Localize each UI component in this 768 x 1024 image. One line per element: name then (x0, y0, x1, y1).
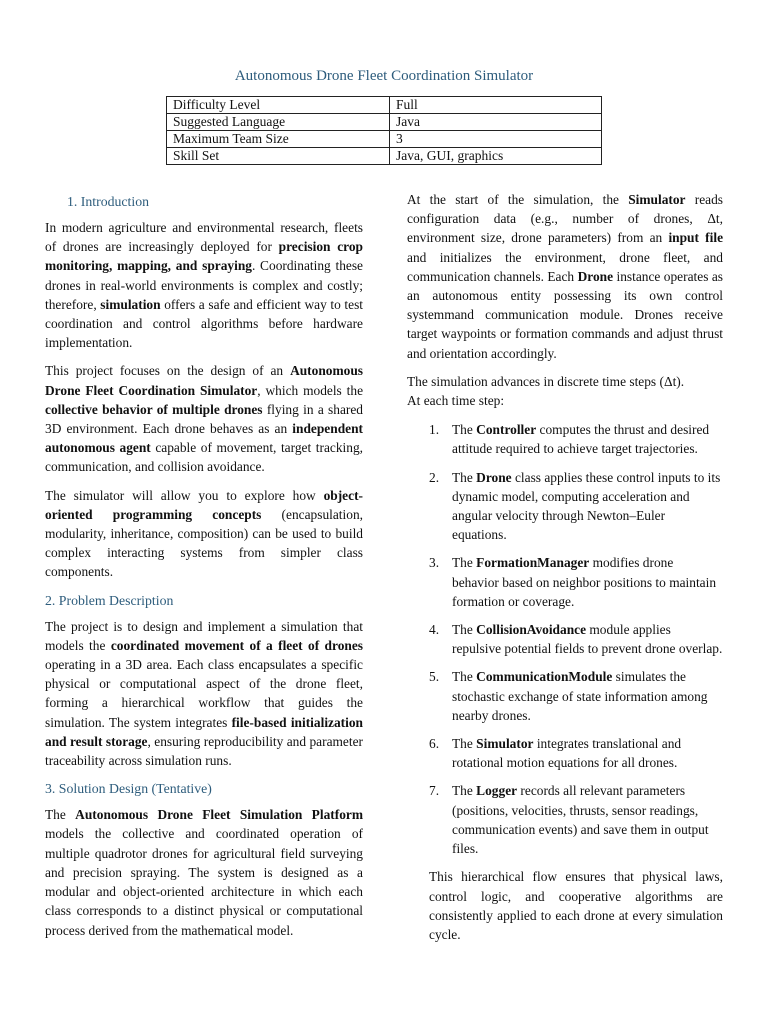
bold-text: precision crop monitoring, mapping, and spraying (45, 239, 363, 274)
list-text (452, 667, 723, 725)
bold-text: collective behavior of multiple drones (45, 401, 263, 417)
list-text (452, 468, 723, 545)
bold-text: Simulator (628, 192, 686, 207)
list-number: 2. (429, 469, 440, 485)
row-value: Java (390, 114, 602, 131)
text-run: simulates the stochastic exchange of state information among nearby drones. (452, 669, 708, 723)
text-run: The (452, 736, 477, 752)
section-heading-solution-design: 3. Solution Design (Tentative) (45, 781, 212, 797)
list-item (407, 734, 723, 772)
left-column (45, 192, 363, 949)
text-run: The project is to design and implement a simulation that models the (45, 618, 363, 653)
list-number: 5. (429, 669, 440, 685)
text-run: In modern agriculture and environmental research, fleets of drones are increasingly deployed for (45, 220, 363, 255)
table-row (167, 97, 602, 114)
text-run: and initializes the environment, drone fleet, and communication channels. Each (407, 249, 723, 284)
closing-paragraph: This hierarchical flow ensures that physical laws, control logic, and cooperative algorithms are consistently applied to each drone at every simulation cycle. (429, 869, 723, 942)
row-label: Suggested Language (167, 114, 390, 131)
step-intro: The simulation advances in discrete time steps (Δt). (407, 373, 685, 389)
list-text (452, 781, 723, 858)
table-row (167, 131, 602, 148)
text-run: offers a safe and efficient way to test coordination and control algorithms before hardware implementation. (45, 296, 364, 351)
text-run: records all relevant parameters (positions, velocities, thrusts, sensor readings, communication events) and save them in output files. (452, 783, 709, 857)
list-item (407, 620, 723, 658)
list-item (407, 420, 723, 458)
paragraph (45, 361, 363, 476)
row-value: 3 (390, 131, 602, 148)
right-column (407, 190, 723, 953)
list-text (452, 620, 723, 658)
list-text (452, 734, 723, 772)
list-item (407, 468, 723, 545)
bold-text: file-based initialization and result storage (45, 714, 364, 749)
text-run: . Coordinating these drones in real-world environments is complex and costly; therefore, (45, 258, 363, 312)
text-run: reads configuration data (e.g., number of drones, Δt, environment size, drone parameters) from an (407, 192, 723, 246)
bold-text: Autonomous Drone Fleet Coordination Simulator (45, 363, 363, 398)
text-run: At the start of the simulation, the (407, 192, 629, 207)
row-value: Java, GUI, graphics (390, 148, 602, 165)
bold-text: independent autonomous agent (45, 421, 363, 456)
project-info-table (166, 96, 602, 165)
list-number: 3. (429, 555, 440, 571)
list-item (407, 781, 723, 858)
bold-text: Drone (577, 268, 614, 284)
paragraph (45, 218, 363, 352)
paragraph (45, 617, 363, 771)
text-run: module applies repulsive potential fields to prevent drone overlap. (452, 622, 723, 657)
list-number: 1. (429, 422, 440, 438)
bold-text: input file (668, 230, 724, 246)
text-run: The (452, 669, 477, 685)
text-run: The (452, 622, 477, 638)
text-run: , ensuring reproducibility and parameter traceability across simulation runs. (45, 733, 363, 769)
text-run: The (452, 469, 477, 485)
text-run: (encapsulation, modularity, inheritance, composition) can be used to build complex interacting systems from simpler class components. (45, 506, 363, 580)
row-label: Difficulty Level (167, 97, 390, 114)
table-row (167, 148, 602, 165)
bold-text: simulation (100, 296, 161, 312)
simulation-steps-list (407, 420, 723, 858)
bold-text: Drone (476, 469, 512, 485)
text-run: operating in a 3D area. Each class encapsulates a specific physical or computational aspect of the drone fleet, forming a hierarchical workflow that guides the simulation. The system integrates (45, 657, 363, 730)
section-heading-problem-description: 2. Problem Description (45, 592, 174, 608)
paragraph (45, 805, 363, 939)
list-number: 4. (429, 622, 440, 638)
bold-text: Controller (476, 422, 537, 438)
list-number: 7. (429, 783, 440, 799)
text-run: instance operates as an autonomous entity possessing its own control systemmand communication module. Drones receive target waypoints or formation commands and adjust thrust and orientation accordingly. (407, 268, 723, 361)
list-text (452, 553, 723, 611)
text-run: capable of movement, target tracking, communication, and collision avoidance. (45, 440, 363, 475)
paragraph (407, 190, 723, 363)
text-run: computes the thrust and desired attitude required to achieve target trajectories. (452, 422, 710, 457)
row-value: Full (390, 97, 602, 114)
bold-text: coordinated movement of a fleet of drones (110, 637, 363, 653)
list-number: 6. (429, 736, 440, 752)
text-run: The (452, 783, 477, 799)
text-run: integrates translational and rotational motion equations for all drones. (452, 736, 682, 771)
bold-text: Simulator (476, 736, 534, 752)
text-run: flying in a shared 3D environment. Each drone behaves as an (45, 401, 364, 437)
bold-text: CommunicationModule (476, 669, 613, 685)
bold-text: Autonomous Drone Fleet Simulation Platform (75, 807, 363, 823)
text-run: models the collective and coordinated operation of multiple quadrotor drones for agricultural field surveying and precision spraying. The system is designed as a modular and object-oriented architecture in which each class corresponds to a distinct physical or computational process derived from the mathematical model. (45, 826, 363, 938)
row-label: Maximum Team Size (167, 131, 390, 148)
list-item (407, 667, 723, 725)
text-run: The (452, 555, 477, 571)
bold-text: CollisionAvoidance (476, 622, 587, 638)
step-intro: At each time step: (407, 393, 505, 409)
bold-text: object-oriented programming concepts (45, 487, 363, 522)
list-text (452, 420, 723, 458)
text-run: modifies drone behavior based on neighbor positions to maintain formation or coverage. (452, 555, 717, 609)
text-run: class applies these control inputs to its dynamic model, computing acceleration and angular velocity through Newton–Euler equations. (452, 469, 721, 543)
text-run: The (45, 807, 76, 823)
list-item (407, 553, 723, 611)
section-heading-introduction: 1. Introduction (67, 194, 149, 209)
text-run: This project focuses on the design of an (45, 363, 291, 379)
paragraph (45, 486, 363, 582)
bold-text: FormationManager (476, 555, 590, 571)
document-title: Autonomous Drone Fleet Coordination Simulator (234, 68, 534, 84)
text-run: , which models the (257, 382, 364, 398)
table-row (167, 114, 602, 131)
text-run: The simulator will allow you to explore how (45, 487, 324, 503)
row-label: Skill Set (167, 148, 390, 165)
text-run: The (452, 422, 477, 438)
bold-text: Logger (476, 783, 518, 799)
